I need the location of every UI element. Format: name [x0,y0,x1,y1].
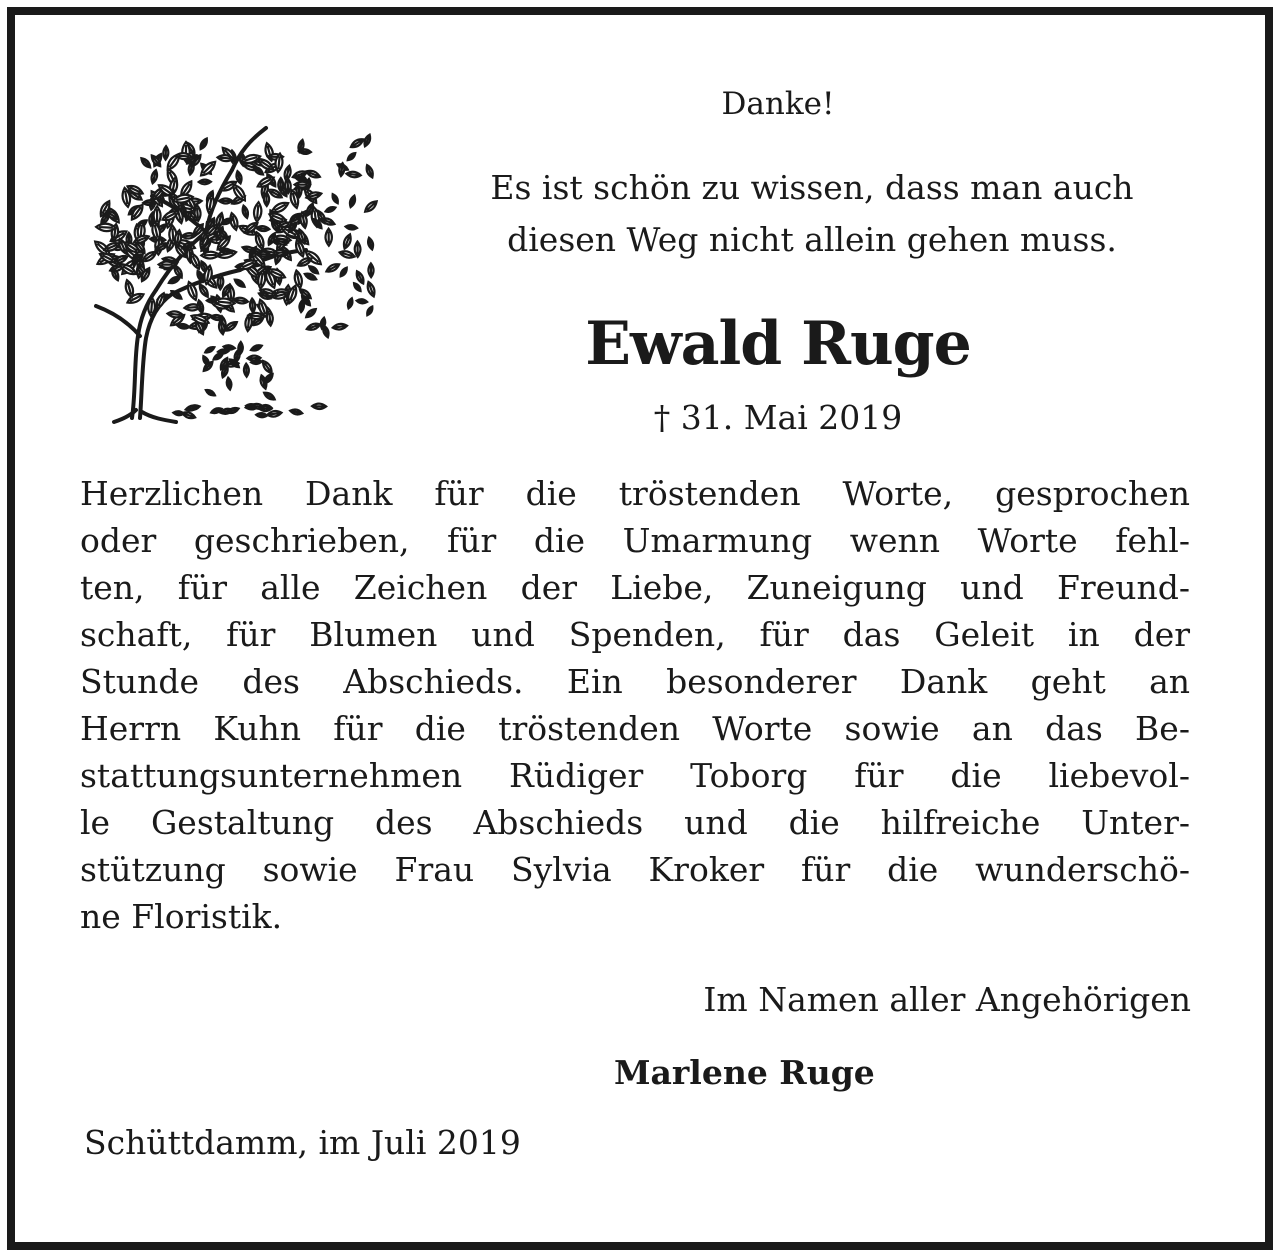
message-line: schaft, für Blumen und Spenden, für das Geleit in der [80,615,1190,654]
message-line: Herzlichen Dank für die tröstenden Worte, gesprochen [80,474,1190,513]
message-line: oder geschrieben, für die Umarmung wenn Worte fehl- [80,521,1190,560]
message-line: stattungsunternehmen Rüdiger Toborg für die liebevol- [80,756,1190,795]
message-line: ne Floristik. [80,897,283,936]
message-line: Stunde des Abschieds. Ein besonderer Dank geht an [80,662,1190,701]
death-date: † 31. Mai 2019 [653,398,903,437]
motto [380,162,1244,266]
place-and-date: Schüttdamm, im Juli 2019 [84,1123,521,1162]
tree-icon [60,100,380,430]
motto-line: Es ist schön zu wissen, dass man auch [490,168,1134,207]
on-behalf-line: Im Namen aller Angehörigen [703,980,1191,1019]
deceased-name: Ewald Ruge [585,309,971,379]
thanks-message [80,470,1190,940]
message-line: Herrn Kuhn für die tröstenden Worte sowie an das Be- [80,709,1190,748]
signer-name: Marlene Ruge [614,1053,875,1092]
motto-line: diesen Weg nicht allein gehen muss. [507,220,1117,259]
message-line: ten, für alle Zeichen der Liebe, Zuneigung und Freund- [80,568,1190,607]
message-line: stützung sowie Frau Sylvia Kroker für die wunderschö- [80,850,1190,889]
message-line: le Gestaltung des Abschieds und die hilfreiche Unter- [80,803,1190,842]
thanks-heading: Danke! [721,86,835,122]
